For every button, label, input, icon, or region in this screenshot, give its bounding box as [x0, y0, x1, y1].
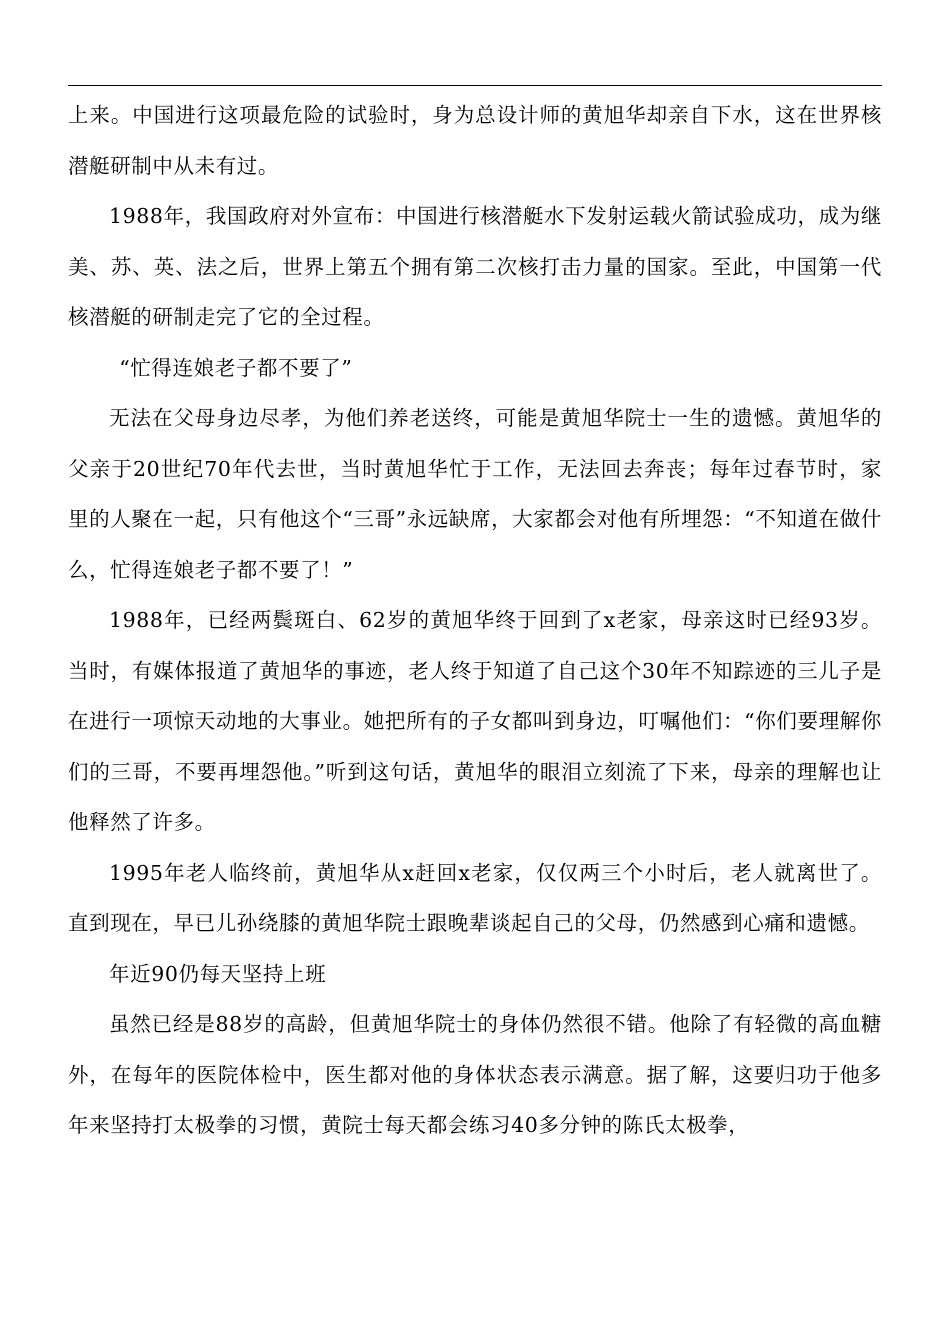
paragraph-health: 虽然已经是88岁的高龄，但黄旭华院士的身体仍然很不错。他除了有轻微的高血糖外，在每年的医院体检中，医生都对他的身体状态表示满意。据了解，这要归功于他多年来坚持打太极拳的习惯，黄院士每天都会练习40多分钟的陈氏太极拳， [68, 1012, 882, 1137]
paragraph-filial-regret: 无法在父母身边尽孝，为他们养老送终，可能是黄旭华院士一生的遗憾。黄旭华的父亲于20世纪70年代去世，当时黄旭华忙于工作，无法回去奔丧；每年过春节时，家里的人聚在一起，只有他这个“三哥”永远缺席，大家都会对他有所埋怨：“不知道在做什么，忙得连娘老子都不要了！” [68, 406, 882, 582]
paragraph-continuation: 上来。中国进行这项最危险的试验时，身为总设计师的黄旭华却亲自下水，这在世界核潜艇研制中从未有过。 [68, 103, 882, 178]
paragraph-1995-mother: 1995年老人临终前，黄旭华从x赶回x老家，仅仅两三个小时后，老人就离世了。直到现在，早已儿孙绕膝的黄旭华院士跟晚辈谈起自己的父母，仍然感到心痛和遗憾。 [68, 860, 882, 935]
header-rule [68, 85, 882, 86]
section-heading-family: “忙得连娘老子都不要了” [119, 355, 353, 380]
paragraph-1988-homecoming: 1988年，已经两鬓斑白、62岁的黄旭华终于回到了x老家，母亲这时已经93岁。当时，有媒体报道了黄旭华的事迹，老人终于知道了自己这个30年不知踪迹的三儿子是在进行一项惊天动地的大事业。她把所有的子女都叫到身边，叮嘱他们：“你们要理解你们的三哥，不要再埋怨他。”听到这句话，黄旭华的眼泪立刻流了下来，母亲的理解也让他释然了许多。 [68, 608, 882, 834]
document-body [68, 90, 882, 1151]
section-heading-work: 年近90仍每天坚持上班 [109, 961, 327, 986]
paragraph-1988-announcement: 1988年，我国政府对外宣布：中国进行核潜艇水下发射运载火箭试验成功，成为继美、苏、英、法之后，世界上第五个拥有第二次核打击力量的国家。至此，中国第一代核潜艇的研制走完了它的全过程。 [68, 204, 882, 329]
